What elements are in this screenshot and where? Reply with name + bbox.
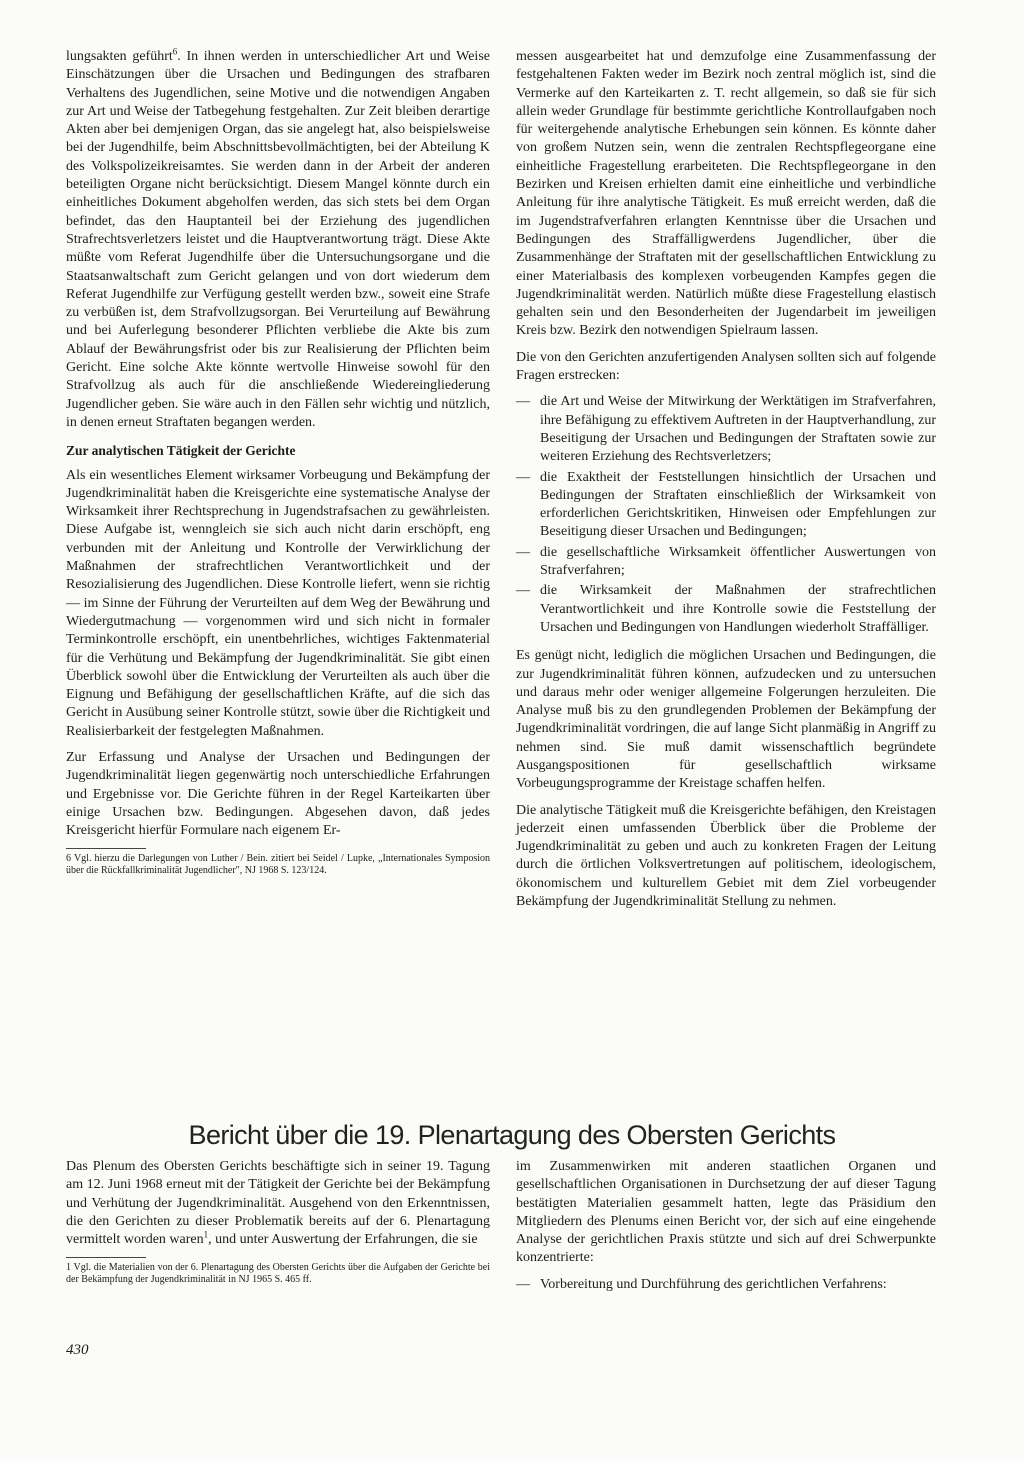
- list-item: — die Exaktheit der Feststellungen hinsichtlich der Ursachen und Bedingungen der Straftaten einschließlich der Wirksamkeit von erforderlichen Gerichtskritiken, Hinweisen oder Empfehlungen zur Beseitigung dieser Ursachen und Bedingungen;: [516, 469, 936, 542]
- footnote: 6 Vgl. hierzu die Darlegungen von Luther / Bein. zitiert bei Seidel / Lupke, „Internationales Symposion über die Rückfallkriminalität Jugendlicher", NJ 1968 S. 123/124.: [66, 853, 490, 877]
- paragraph: Zur Erfassung und Analyse der Ursachen und Bedingungen der Jugendkriminalität liegen gegenwärtig noch unterschiedliche Erfahrungen und Ergebnisse vor. Die Gerichte führen in der Regel Karteikarten über einige Ursachen bzw. Bedingungen. Abgesehen davon, daß jedes Kreisgericht hierfür Formulare nach eigenem Er-: [66, 749, 490, 839]
- paragraph: lungsakten geführt$^6$. In ihnen werden in unterschiedlicher Art und Weise Einschätzungen über die Ursachen und Bedingungen des strafbaren Verhaltens des Jugendlichen, seine Motive und die notwendigen Angaben zur Art und Weise der Tatbegehung festgehalten. Zur Zeit bleiben derartige Akten aber bei demjenigen Organ, das sie angelegt hat, also beispielsweise bei der Jugendhilfe, beim Abschnittsbevollmächtigten, bei der Abteilung K des Volkspolizeikreisamtes. Sie werden dann in der Arbeit der anderen beteiligten Organe nicht berücksichtigt. Diesem Mangel könnte durch ein einheitliches Dokument abgeholfen werden, das sich stets bei dem Organ befindet, das den Hauptanteil bei der Erziehung des jugendlichen Strafrechtsverletzers leistet und die Hauptverantwortung trägt. Diese Akte müßte vom Referat Jugendhilfe über die Untersuchungsorgane und die Staatsanwaltschaft zum Gericht gelangen und von dort wiederum dem Referat Jugendhilfe zur Verfügung gestellt werden bzw., soweit eine Strafe zu verbüßen ist, dem Strafvollzugsorgan. Bei Verurteilung auf Bewährung und bei Auferlegung besonderer Pflichten verbliebe die Akte bis zum Ablauf der Bewährungsfrist oder bis zur Realisierung der Pflichten beim Gericht. Eine solche Akte könnte wertvolle Hinweise sowohl für den Strafvollzug als auch für die anschließende Wiedereingliederung Jugendlicher geben. Sie wäre auch in den Fällen sehr wichtig und nützlich, in denen erneut Straftaten begangen werden.: [66, 46, 490, 430]
- right-column-bottom: [516, 1158, 936, 1304]
- question-list: [516, 393, 936, 637]
- paragraph: im Zusammenwirken mit anderen staatlichen Organen und gesellschaftlichen Organisationen in Durchsetzung der auf dieser Tagung bestätigten Materialien gesammelt hatten, legte das Präsidium den Mitgliedern des Plenums einen Bericht vor, der sich auf eine eingehende Analyse der gerichtlichen Praxis stützte und sich auf drei Schwerpunkte konzentrierte:: [516, 1159, 936, 1266]
- footnote-ref: 1: [203, 1229, 209, 1240]
- left-column-top: [66, 48, 490, 877]
- list-item: — die Art und Weise der Mitwirkung der Werktätigen im Strafverfahren, ihre Befähigung zu effektivem Auftreten in der Hauptverhandlung, zur Beseitigung der Ursachen und Bedingungen der Straftaten sowie zur weiteren Erziehung des Rechtsverletzers;: [516, 393, 936, 466]
- paragraph: Als ein wesentliches Element wirksamer Vorbeugung und Bekämpfung der Jugendkriminalität haben die Kreisgerichte eine systematische Analyse der Wirksamkeit ihrer Rechtsprechung in Jugendstrafsachen zu gewährleisten. Diese Aufgabe ist, wenngleich sie sich auch nicht darin erschöpft, eng verbunden mit der Anleitung und Kontrolle der Verwirklichung der Maßnahmen der strafrechtlichen Verantwortlichkeit und der Resozialisierung des Jugendlichen. Diese Kontrolle liefert, wenn sie richtig — im Sinne der Führung der Verurteilten auf dem Weg der Bewährung und Wiedergutmachung — vorgenommen wird und sich nicht in formaler Terminkontrolle erschöpft, ein unentbehrliches, wichtiges Faktenmaterial für die Verhütung und Bekämpfung der Jugendkriminalität. Sie gibt einen Überblick sowohl über die Entwicklung der Verurteilten als auch über die Eignung und Befähigung der gesellschaftlichen Kräfte, auf die sich das Gericht in Ausübung seiner Kontrolle stützt, sowie über die Richtigkeit und Realisierbarkeit der festgelegten Maßnahmen.: [66, 467, 490, 739]
- footnote: 1 Vgl. die Materialien von der 6. Plenartagung des Obersten Gerichts über die Aufgaben der Gerichte bei der Bekämpfung der Jugendkriminalität in NJ 1965 S. 465 ff.: [66, 1262, 490, 1286]
- left-column-bottom: [66, 1158, 490, 1286]
- page-number: 430: [66, 1342, 89, 1358]
- section-heading: Zur analytischen Tätigkeit der Gerichte: [66, 443, 296, 459]
- focus-list: [516, 1276, 936, 1294]
- report-title: Bericht über die 19. Plenartagung des Obersten Gerichts: [188, 1120, 836, 1150]
- paragraph: messen ausgearbeitet hat und demzufolge eine Zusammenfassung der festgehaltenen Fakten weder im Bezirk noch zentral möglich ist, sind die Vermerke auf den Karteikarten z. T. recht allgemein, so daß sie für sich allein weder Grundlage für bestimmte gerichtliche Kontrollaufgaben noch für weitergehende analytische Erhebungen sein können. Es könnte daher von großem Nutzen sein, wenn die zentralen Rechtspflegeorgane eine einheitliche Fragestellung erarbeiteten. Die Rechtspflegeorgane in den Bezirken und Kreisen erhielten damit eine einheitliche und verbindliche Anleitung für ihre analytische Tätigkeit. Es muß erreicht werden, daß die im Jugendstrafverfahren erlangten Kenntnisse über die Ursachen und Bedingungen des Straffälligwerdens Jugendlicher, über die Zusammenhänge der Straftaten mit der gesellschaftlichen Entwicklung zu einer Materialbasis des komplexen vorbeugenden Kampfes gegen die Jugendkriminalität werden. Natürlich müßte diese Fragestellung elastisch gehalten sein und den Besonderheiten der Jugendarbeit im jeweiligen Kreis bzw. Bezirk den notwendigen Spielraum lassen.: [516, 49, 936, 339]
- right-column-top: [516, 48, 936, 919]
- paragraph: Das Plenum des Obersten Gerichts beschäftigte sich in seiner 19. Tagung am 12. Juni 1968 erneut mit der Tätigkeit der Gerichte bei der Bekämpfung und Verhütung der Jugendkriminalität. Ausgehend von den Erkenntnissen, die den Gerichten zu dieser Problematik bereits auf der 6. Plenartagung vermittelt worden waren$^1$, und unter Auswertung der Erfahrungen, die sie: [66, 1159, 490, 1248]
- paragraph: Es genügt nicht, lediglich die möglichen Ursachen und Bedingungen, die zur Jugendkriminalität führen können, aufzudecken und zu untersuchen und daraus mehr oder weniger allgemeine Folgerungen herzuleiten. Die Analyse muß bis zu den grundlegenden Problemen der Bekämpfung der Jugendkriminalität vordringen, die auf lange Sicht planmäßig in Angriff zu nehmen sind. Sie muß damit wissenschaftlich begründete Ausgangspositionen für gesellschaftlich wirksame Vorbeugungsprogramme der Kreistage schaffen helfen.: [516, 648, 936, 792]
- footnote-rule: [66, 1257, 146, 1258]
- paragraph: Die von den Gerichten anzufertigenden Analysen sollten sich auf folgende Fragen erstrecken:: [516, 349, 936, 384]
- footnote-rule: [66, 848, 146, 849]
- list-item: — Vorbereitung und Durchführung des gerichtlichen Verfahrens:: [516, 1276, 936, 1294]
- list-item: — die gesellschaftliche Wirksamkeit öffentlicher Auswertungen von Strafverfahren;: [516, 544, 936, 581]
- paragraph: Die analytische Tätigkeit muß die Kreisgerichte befähigen, den Kreistagen jederzeit einen umfassenden Überblick über die Probleme der Jugendkriminalität zu geben und auch zu konkreten Fragen der Leitung durch die örtlichen Volksvertretungen auf politischem, ideologischem, ökonomischem und kulturellem Gebiet mit dem Ziel vorbeugender Bekämpfung der Jugendkriminalität Stellung zu nehmen.: [516, 802, 936, 910]
- list-item: — die Wirksamkeit der Maßnahmen der strafrechtlichen Verantwortlichkeit und ihre Kontrolle sowie die Feststellung der Ursachen und Bedingungen von Handlungen wiederholt Straffälliger.: [516, 582, 936, 637]
- footnote-ref: 6: [172, 46, 178, 57]
